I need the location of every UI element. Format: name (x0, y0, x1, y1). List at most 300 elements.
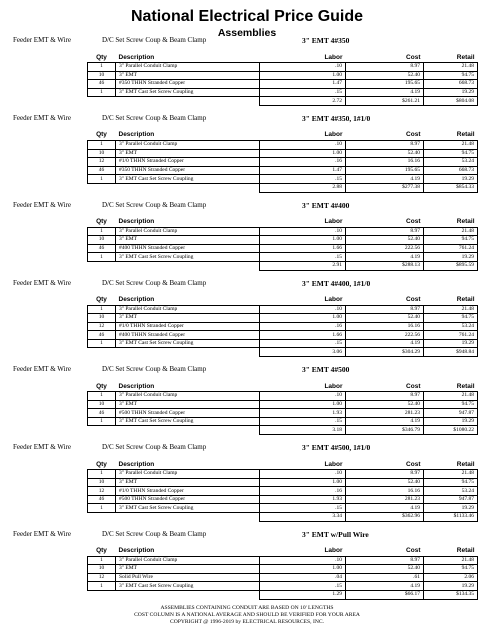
table-row (88, 71, 478, 80)
column-header-description: Description (116, 381, 260, 392)
total-retail: $895.59 (424, 261, 478, 270)
cell-cost: 16.16 (346, 487, 424, 496)
cell-retail: 19.29 (424, 582, 478, 591)
cell-labor: .15 (260, 417, 346, 426)
total-spacer (88, 590, 116, 599)
cell-cost: 52.40 (346, 236, 424, 245)
section-header (0, 278, 494, 289)
total-spacer (116, 513, 260, 522)
table-row (88, 409, 478, 418)
table-row (88, 400, 478, 409)
cell-cost: 8.97 (346, 392, 424, 401)
total-spacer (116, 97, 260, 106)
total-labor: 3.34 (260, 513, 346, 522)
cell-labor: 1.93 (260, 495, 346, 504)
cell-labor: .15 (260, 504, 346, 513)
total-cost: $346.79 (346, 426, 424, 435)
table-row (88, 175, 478, 184)
cell-retail: 94.75 (424, 400, 478, 409)
cell-qty: 46 (88, 244, 116, 253)
table-row (88, 495, 478, 504)
section-category: Feeder EMT & Wire (13, 443, 71, 452)
assembly-section (0, 200, 494, 271)
cell-retail: 53.24 (424, 158, 478, 167)
cell-description: #1/0 THHN Stranded Copper (116, 322, 260, 331)
cell-description: 3" Parallel Conduit Clamp (116, 470, 260, 479)
cell-cost: 52.40 (346, 314, 424, 323)
cell-retail: 19.29 (424, 339, 478, 348)
cell-retail: 19.29 (424, 253, 478, 262)
table-row (88, 565, 478, 574)
cell-retail: 761.24 (424, 331, 478, 340)
cell-labor: 1.00 (260, 71, 346, 80)
section-name: 3" EMT 4#400 (302, 200, 350, 210)
section-category: Feeder EMT & Wire (13, 529, 71, 538)
cell-description: 3" EMT Cast Set Screw Coupling (116, 253, 260, 262)
total-spacer (88, 97, 116, 106)
total-spacer (88, 426, 116, 435)
section-name: 3" EMT 4#400, 1#1/0 (302, 278, 371, 288)
table-row (88, 244, 478, 253)
column-header-retail: Retail (424, 381, 478, 392)
table-row (88, 236, 478, 245)
column-header-cost: Cost (346, 130, 424, 141)
assembly-table (87, 217, 478, 271)
column-header-cost: Cost (346, 546, 424, 557)
total-cost: $288.13 (346, 261, 424, 270)
cell-qty: 46 (88, 80, 116, 89)
cell-retail: 94.75 (424, 478, 478, 487)
footer-copyright: COPYRIGHT @ 1996-2019 by ELECTRICAL RESOURCES, INC. (169, 619, 324, 625)
table-row (88, 504, 478, 513)
cell-retail: 94.75 (424, 71, 478, 80)
cell-retail: 53.24 (424, 487, 478, 496)
cell-retail: 21.48 (424, 556, 478, 565)
cell-description: 3" EMT (116, 71, 260, 80)
cell-description: 3" Parallel Conduit Clamp (116, 392, 260, 401)
table-row (88, 149, 478, 158)
total-retail: $134.35 (424, 590, 478, 599)
total-retail: $854.33 (424, 183, 478, 192)
section-header (0, 35, 494, 46)
section-type: D/C Set Screw Coup & Beam Clamp (102, 365, 207, 374)
column-header-cost: Cost (346, 217, 424, 228)
column-header-labor: Labor (260, 295, 346, 306)
section-header (0, 364, 494, 375)
section-name: 3" EMT 4#500, 1#1/0 (302, 443, 371, 453)
table-row (88, 417, 478, 426)
cell-description: #400 THHN Stranded Copper (116, 331, 260, 340)
column-header-cost: Cost (346, 459, 424, 470)
cell-cost: 4.19 (346, 582, 424, 591)
cell-cost: 222.56 (346, 244, 424, 253)
cell-retail: 761.24 (424, 244, 478, 253)
assembly-section (0, 35, 494, 106)
column-header-retail: Retail (424, 295, 478, 306)
cell-cost: 4.19 (346, 504, 424, 513)
column-header-description: Description (116, 295, 260, 306)
cell-description: 3" EMT (116, 478, 260, 487)
total-retail: $804.08 (424, 97, 478, 106)
cell-labor: .15 (260, 339, 346, 348)
total-cost: $304.29 (346, 348, 424, 357)
cell-qty: 1 (88, 253, 116, 262)
column-header-cost: Cost (346, 52, 424, 63)
cell-description: 3" Parallel Conduit Clamp (116, 305, 260, 314)
table-header-row (88, 295, 478, 306)
cell-qty: 12 (88, 158, 116, 167)
cell-retail: 19.29 (424, 417, 478, 426)
cell-labor: 1.00 (260, 314, 346, 323)
section-type: D/C Set Screw Coup & Beam Clamp (102, 443, 207, 452)
cell-cost: 4.19 (346, 175, 424, 184)
column-header-labor: Labor (260, 459, 346, 470)
column-header-labor: Labor (260, 546, 346, 557)
cell-qty: 1 (88, 392, 116, 401)
table-header-row (88, 459, 478, 470)
cell-cost: 281.23 (346, 409, 424, 418)
total-retail: $948.84 (424, 348, 478, 357)
column-header-description: Description (116, 546, 260, 557)
column-header-retail: Retail (424, 130, 478, 141)
cell-description: 3" EMT (116, 565, 260, 574)
cell-cost: 8.97 (346, 227, 424, 236)
cell-retail: 19.29 (424, 504, 478, 513)
cell-cost: 8.97 (346, 556, 424, 565)
cell-labor: .10 (260, 63, 346, 72)
cell-cost: 195.65 (346, 80, 424, 89)
cell-labor: 1.47 (260, 80, 346, 89)
cell-labor: .16 (260, 322, 346, 331)
cell-labor: 1.00 (260, 400, 346, 409)
column-header-description: Description (116, 52, 260, 63)
column-header-retail: Retail (424, 546, 478, 557)
section-type: D/C Set Screw Coup & Beam Clamp (102, 36, 207, 44)
column-header-retail: Retail (424, 459, 478, 470)
cell-labor: 1.00 (260, 236, 346, 245)
column-header-cost: Cost (346, 381, 424, 392)
table-header-row (88, 130, 478, 141)
column-header-cost: Cost (346, 295, 424, 306)
section-type: D/C Set Screw Coup & Beam Clamp (102, 200, 207, 209)
cell-retail: 19.29 (424, 88, 478, 97)
cell-qty: 10 (88, 400, 116, 409)
section-name: 3" EMT 4#350, 1#1/0 (302, 113, 371, 123)
footer-note-lengths: ASSEMBLIES CONTAINING CONDUIT ARE BASED ON 10' LENGTHS (160, 605, 334, 611)
assembly-table (87, 130, 478, 193)
cell-description: 3" Parallel Conduit Clamp (116, 556, 260, 565)
cell-labor: 1.00 (260, 149, 346, 158)
cell-labor: .15 (260, 88, 346, 97)
cell-labor: .16 (260, 158, 346, 167)
cell-description: 3" Parallel Conduit Clamp (116, 63, 260, 72)
table-row (88, 556, 478, 565)
table-row (88, 392, 478, 401)
cell-qty: 1 (88, 556, 116, 565)
section-name: 3" EMT 4#500 (302, 365, 350, 375)
cell-retail: 947.87 (424, 495, 478, 504)
cell-cost: 4.19 (346, 339, 424, 348)
table-row (88, 322, 478, 331)
total-row (88, 348, 478, 357)
table-row (88, 80, 478, 89)
total-row (88, 183, 478, 192)
cell-cost: 52.40 (346, 400, 424, 409)
total-spacer (116, 426, 260, 435)
cell-cost: 52.40 (346, 565, 424, 574)
cell-qty: 46 (88, 495, 116, 504)
cell-qty: 10 (88, 314, 116, 323)
cell-description: 3" EMT (116, 149, 260, 158)
cell-labor: 1.00 (260, 565, 346, 574)
cell-description: 3" Parallel Conduit Clamp (116, 140, 260, 149)
cell-retail: 947.87 (424, 409, 478, 418)
total-spacer (116, 183, 260, 192)
cell-labor: .10 (260, 470, 346, 479)
cell-description: 3" Parallel Conduit Clamp (116, 227, 260, 236)
total-cost: $66.17 (346, 590, 424, 599)
assembly-table (87, 52, 478, 106)
cell-qty: 1 (88, 63, 116, 72)
cell-retail: 19.29 (424, 175, 478, 184)
section-name: 3" EMT w/Pull Wire (302, 529, 369, 539)
cell-description: 3" EMT Cast Set Screw Coupling (116, 175, 260, 184)
total-spacer (88, 183, 116, 192)
cell-cost: 4.19 (346, 253, 424, 262)
cell-description: 3" EMT Cast Set Screw Coupling (116, 88, 260, 97)
cell-cost: 8.97 (346, 470, 424, 479)
cell-qty: 46 (88, 166, 116, 175)
cell-cost: 16.16 (346, 322, 424, 331)
cell-cost: 52.40 (346, 71, 424, 80)
cell-labor: .15 (260, 253, 346, 262)
table-row (88, 470, 478, 479)
column-header-retail: Retail (424, 217, 478, 228)
column-header-description: Description (116, 130, 260, 141)
cell-description: #350 THHN Stranded Copper (116, 166, 260, 175)
section-name: 3" EMT 4#350 (302, 36, 350, 45)
total-retail: $1080.22 (424, 426, 478, 435)
cell-retail: 21.48 (424, 140, 478, 149)
cell-retail: 21.48 (424, 63, 478, 72)
cell-cost: 4.19 (346, 88, 424, 97)
assembly-section (0, 442, 494, 522)
cell-cost: 222.56 (346, 331, 424, 340)
section-type: D/C Set Screw Coup & Beam Clamp (102, 529, 207, 538)
table-row (88, 227, 478, 236)
cell-labor: .15 (260, 582, 346, 591)
cell-retail: 94.75 (424, 314, 478, 323)
total-spacer (116, 348, 260, 357)
cell-cost: 8.97 (346, 140, 424, 149)
section-type: D/C Set Screw Coup & Beam Clamp (102, 278, 207, 287)
cell-retail: 21.48 (424, 305, 478, 314)
cell-labor: 1.66 (260, 331, 346, 340)
table-row (88, 158, 478, 167)
assembly-table (87, 546, 478, 600)
cell-labor: .15 (260, 175, 346, 184)
cell-labor: 1.47 (260, 166, 346, 175)
page-footer (0, 605, 494, 626)
section-category: Feeder EMT & Wire (13, 278, 71, 287)
total-spacer (88, 261, 116, 270)
column-header-qty: Qty (88, 130, 116, 141)
table-row (88, 331, 478, 340)
total-cost: $277.38 (346, 183, 424, 192)
column-header-description: Description (116, 459, 260, 470)
cell-qty: 1 (88, 175, 116, 184)
total-row (88, 513, 478, 522)
cell-qty: 10 (88, 236, 116, 245)
section-header (0, 200, 494, 211)
cell-qty: 10 (88, 149, 116, 158)
section-type: D/C Set Screw Coup & Beam Clamp (102, 113, 207, 122)
total-row (88, 97, 478, 106)
cell-retail: 53.24 (424, 322, 478, 331)
cell-cost: 52.40 (346, 149, 424, 158)
cell-qty: 10 (88, 71, 116, 80)
cell-labor: .04 (260, 573, 346, 582)
column-header-qty: Qty (88, 381, 116, 392)
cell-labor: .10 (260, 227, 346, 236)
cell-labor: 1.93 (260, 409, 346, 418)
page-title: National Electrical Price Guide (130, 8, 364, 25)
cell-cost: 8.97 (346, 305, 424, 314)
cell-qty: 1 (88, 305, 116, 314)
cell-description: #500 THHN Stranded Copper (116, 495, 260, 504)
section-header (0, 529, 494, 540)
section-category: Feeder EMT & Wire (13, 365, 71, 374)
table-header-row (88, 217, 478, 228)
column-header-qty: Qty (88, 52, 116, 63)
assembly-table (87, 459, 478, 522)
cell-cost: 52.40 (346, 478, 424, 487)
assembly-section (0, 113, 494, 193)
cell-description: 3" EMT Cast Set Screw Coupling (116, 339, 260, 348)
table-row (88, 573, 478, 582)
column-header-labor: Labor (260, 130, 346, 141)
table-header-row (88, 381, 478, 392)
cell-qty: 46 (88, 409, 116, 418)
cell-description: 3" EMT (116, 400, 260, 409)
table-row (88, 253, 478, 262)
page-subtitle: Assemblies (217, 27, 277, 39)
cell-qty: 46 (88, 331, 116, 340)
cell-qty: 12 (88, 573, 116, 582)
table-row (88, 140, 478, 149)
cell-retail: 21.48 (424, 470, 478, 479)
table-row (88, 339, 478, 348)
cell-description: #500 THHN Stranded Copper (116, 409, 260, 418)
section-category: Feeder EMT & Wire (13, 36, 71, 44)
cell-labor: .10 (260, 305, 346, 314)
table-header-row (88, 52, 478, 63)
cell-labor: .10 (260, 556, 346, 565)
table-row (88, 314, 478, 323)
cell-cost: 8.97 (346, 63, 424, 72)
total-row (88, 426, 478, 435)
column-header-qty: Qty (88, 295, 116, 306)
cell-qty: 1 (88, 582, 116, 591)
total-labor: 2.91 (260, 261, 346, 270)
cell-cost: 195.65 (346, 166, 424, 175)
cell-retail: 2.06 (424, 573, 478, 582)
section-header (0, 113, 494, 124)
total-retail: $1133.46 (424, 513, 478, 522)
total-spacer (116, 590, 260, 599)
total-labor: 1.29 (260, 590, 346, 599)
cell-qty: 1 (88, 88, 116, 97)
cell-description: #350 THHN Stranded Copper (116, 80, 260, 89)
cell-description: 3" EMT Cast Set Screw Coupling (116, 504, 260, 513)
cell-description: 3" EMT (116, 314, 260, 323)
cell-cost: 4.19 (346, 417, 424, 426)
table-row (88, 63, 478, 72)
cell-labor: .10 (260, 392, 346, 401)
cell-labor: .16 (260, 487, 346, 496)
cell-qty: 1 (88, 227, 116, 236)
table-row (88, 478, 478, 487)
cell-qty: 10 (88, 478, 116, 487)
cell-cost: .61 (346, 573, 424, 582)
assembly-section (0, 364, 494, 435)
cell-cost: 281.23 (346, 495, 424, 504)
cell-retail: 21.48 (424, 227, 478, 236)
column-header-labor: Labor (260, 381, 346, 392)
cell-description: #400 THHN Stranded Copper (116, 244, 260, 253)
column-header-labor: Labor (260, 52, 346, 63)
assembly-sections (0, 35, 494, 607)
total-cost: $261.21 (346, 97, 424, 106)
cell-retail: 94.75 (424, 565, 478, 574)
section-header (0, 442, 494, 453)
cell-retail: 94.75 (424, 149, 478, 158)
column-header-qty: Qty (88, 546, 116, 557)
cell-description: 3" EMT Cast Set Screw Coupling (116, 582, 260, 591)
total-row (88, 261, 478, 270)
cell-retail: 94.75 (424, 236, 478, 245)
total-labor: 3.18 (260, 426, 346, 435)
cell-description: #1/0 THHN Stranded Copper (116, 487, 260, 496)
footer-note-cost: COST COLUMN IS A NATIONAL AVERAGE AND SHOULD BE VERIFIED FOR YOUR AREA (134, 612, 360, 618)
assembly-table (87, 295, 478, 358)
cell-qty: 12 (88, 487, 116, 496)
section-category: Feeder EMT & Wire (13, 200, 71, 209)
cell-retail: 668.73 (424, 166, 478, 175)
total-labor: 3.06 (260, 348, 346, 357)
column-header-description: Description (116, 217, 260, 228)
column-header-qty: Qty (88, 217, 116, 228)
table-row (88, 487, 478, 496)
total-spacer (88, 348, 116, 357)
column-header-qty: Qty (88, 459, 116, 470)
total-spacer (116, 261, 260, 270)
cell-qty: 1 (88, 417, 116, 426)
cell-description: #1/0 THHN Stranded Copper (116, 158, 260, 167)
cell-qty: 10 (88, 565, 116, 574)
cell-cost: 16.16 (346, 158, 424, 167)
column-header-retail: Retail (424, 52, 478, 63)
section-category: Feeder EMT & Wire (13, 113, 71, 122)
cell-labor: 1.66 (260, 244, 346, 253)
table-row (88, 166, 478, 175)
cell-retail: 668.73 (424, 80, 478, 89)
cell-qty: 1 (88, 504, 116, 513)
cell-description: 3" EMT Cast Set Screw Coupling (116, 417, 260, 426)
table-row (88, 582, 478, 591)
total-spacer (88, 513, 116, 522)
total-labor: 2.72 (260, 97, 346, 106)
